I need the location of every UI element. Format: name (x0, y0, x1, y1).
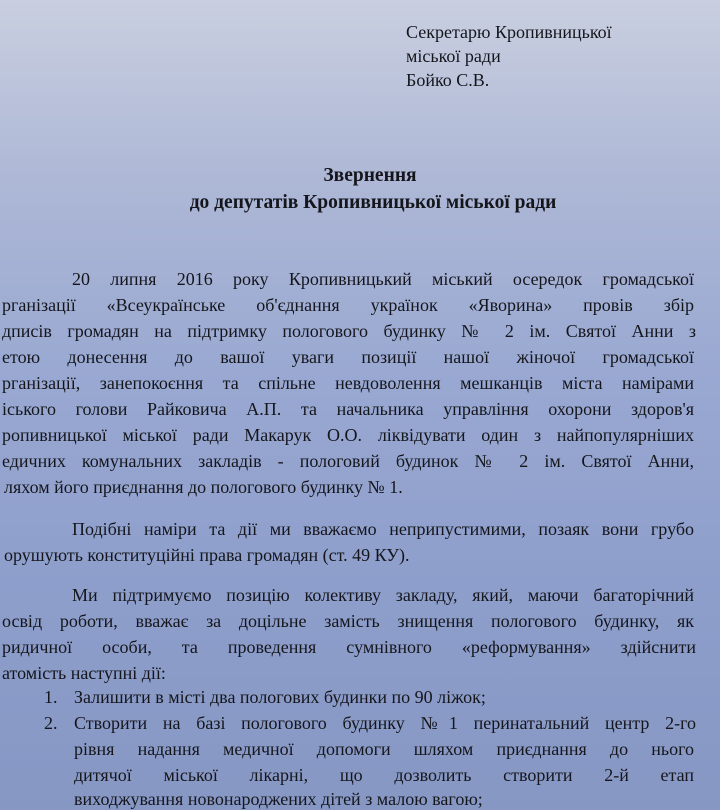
body-text-line: 20 липня 2016 року Кропивницький міський осередок громадської (72, 269, 694, 289)
addressee-block (406, 20, 612, 92)
list-item-line: Створити на базі пологового будинку №1 перинатальний центр 2-го (74, 713, 696, 733)
list-number: 1. (44, 687, 58, 707)
addressee-line: Секретарю Кропивницької (406, 22, 612, 42)
title-line: до депутатів Кропивницької міської ради (189, 192, 557, 213)
body-text-line: ляхом його приєднання до пологового будинку № 1. (4, 477, 403, 497)
body-text-line: Ми підтримуємо позицію колективу закладу, який, маючи багаторічний (72, 585, 694, 605)
body-text-line: рганізації, занепокоєння та спільне невдоволення мешканців міста намірами (2, 373, 694, 393)
list-item-line: рівня надання медичної допомоги шляхом приєднання до нього (74, 739, 694, 759)
addressee-line: міської ради (406, 46, 501, 66)
addressee-line: Бойко С.В. (406, 70, 490, 90)
body-text-line: етою донесення до вашої уваги позиції нашої жіночої громадської (2, 347, 694, 367)
body-text-line: іського голови Райковича А.П. та начальника управління охорони здоров'я (2, 399, 694, 419)
list-number: 2. (44, 713, 58, 733)
list-item-line: дитячої міської лікарні, що дозволить створити 2-й етап (74, 765, 694, 785)
body-text-line: ридичної особи, та проведення сумнівного «реформування» здійснити (2, 637, 696, 657)
body-text-line: освід роботи, вважає за доцільне замість знищення пологового будинку, як (2, 611, 694, 631)
body-text-line: атомість наступні дії: (2, 663, 166, 683)
body-text-line: рганізації «Всеукраїнське об'єднання українок «Яворина» провів збір (2, 295, 694, 315)
body-text-line: ропивницької міської ради Макарук О.О. ліквідувати один з найпопулярніших (2, 425, 694, 445)
document-title (0, 162, 720, 216)
list-item-line: виходжування новонароджених дітей з малою вагою; (74, 789, 483, 809)
body-text-line: Подібні наміри та дії ми вважаємо неприпустимими, позаяк вони грубо (72, 519, 694, 539)
title-line: Звернення (323, 165, 417, 186)
body-text-line: дписів громадян на підтримку пологового будинку № 2 ім. Святої Анни з (2, 321, 696, 341)
list-item-line: Залишити в місті два пологових будинки по 90 ліжок; (74, 687, 486, 707)
body-text-line: едичних комунальних закладів - пологовий будинок № 2 ім. Святої Анни, (2, 451, 694, 471)
body-text-line: орушують конституційні права громадян (ст. 49 КУ). (4, 545, 410, 565)
